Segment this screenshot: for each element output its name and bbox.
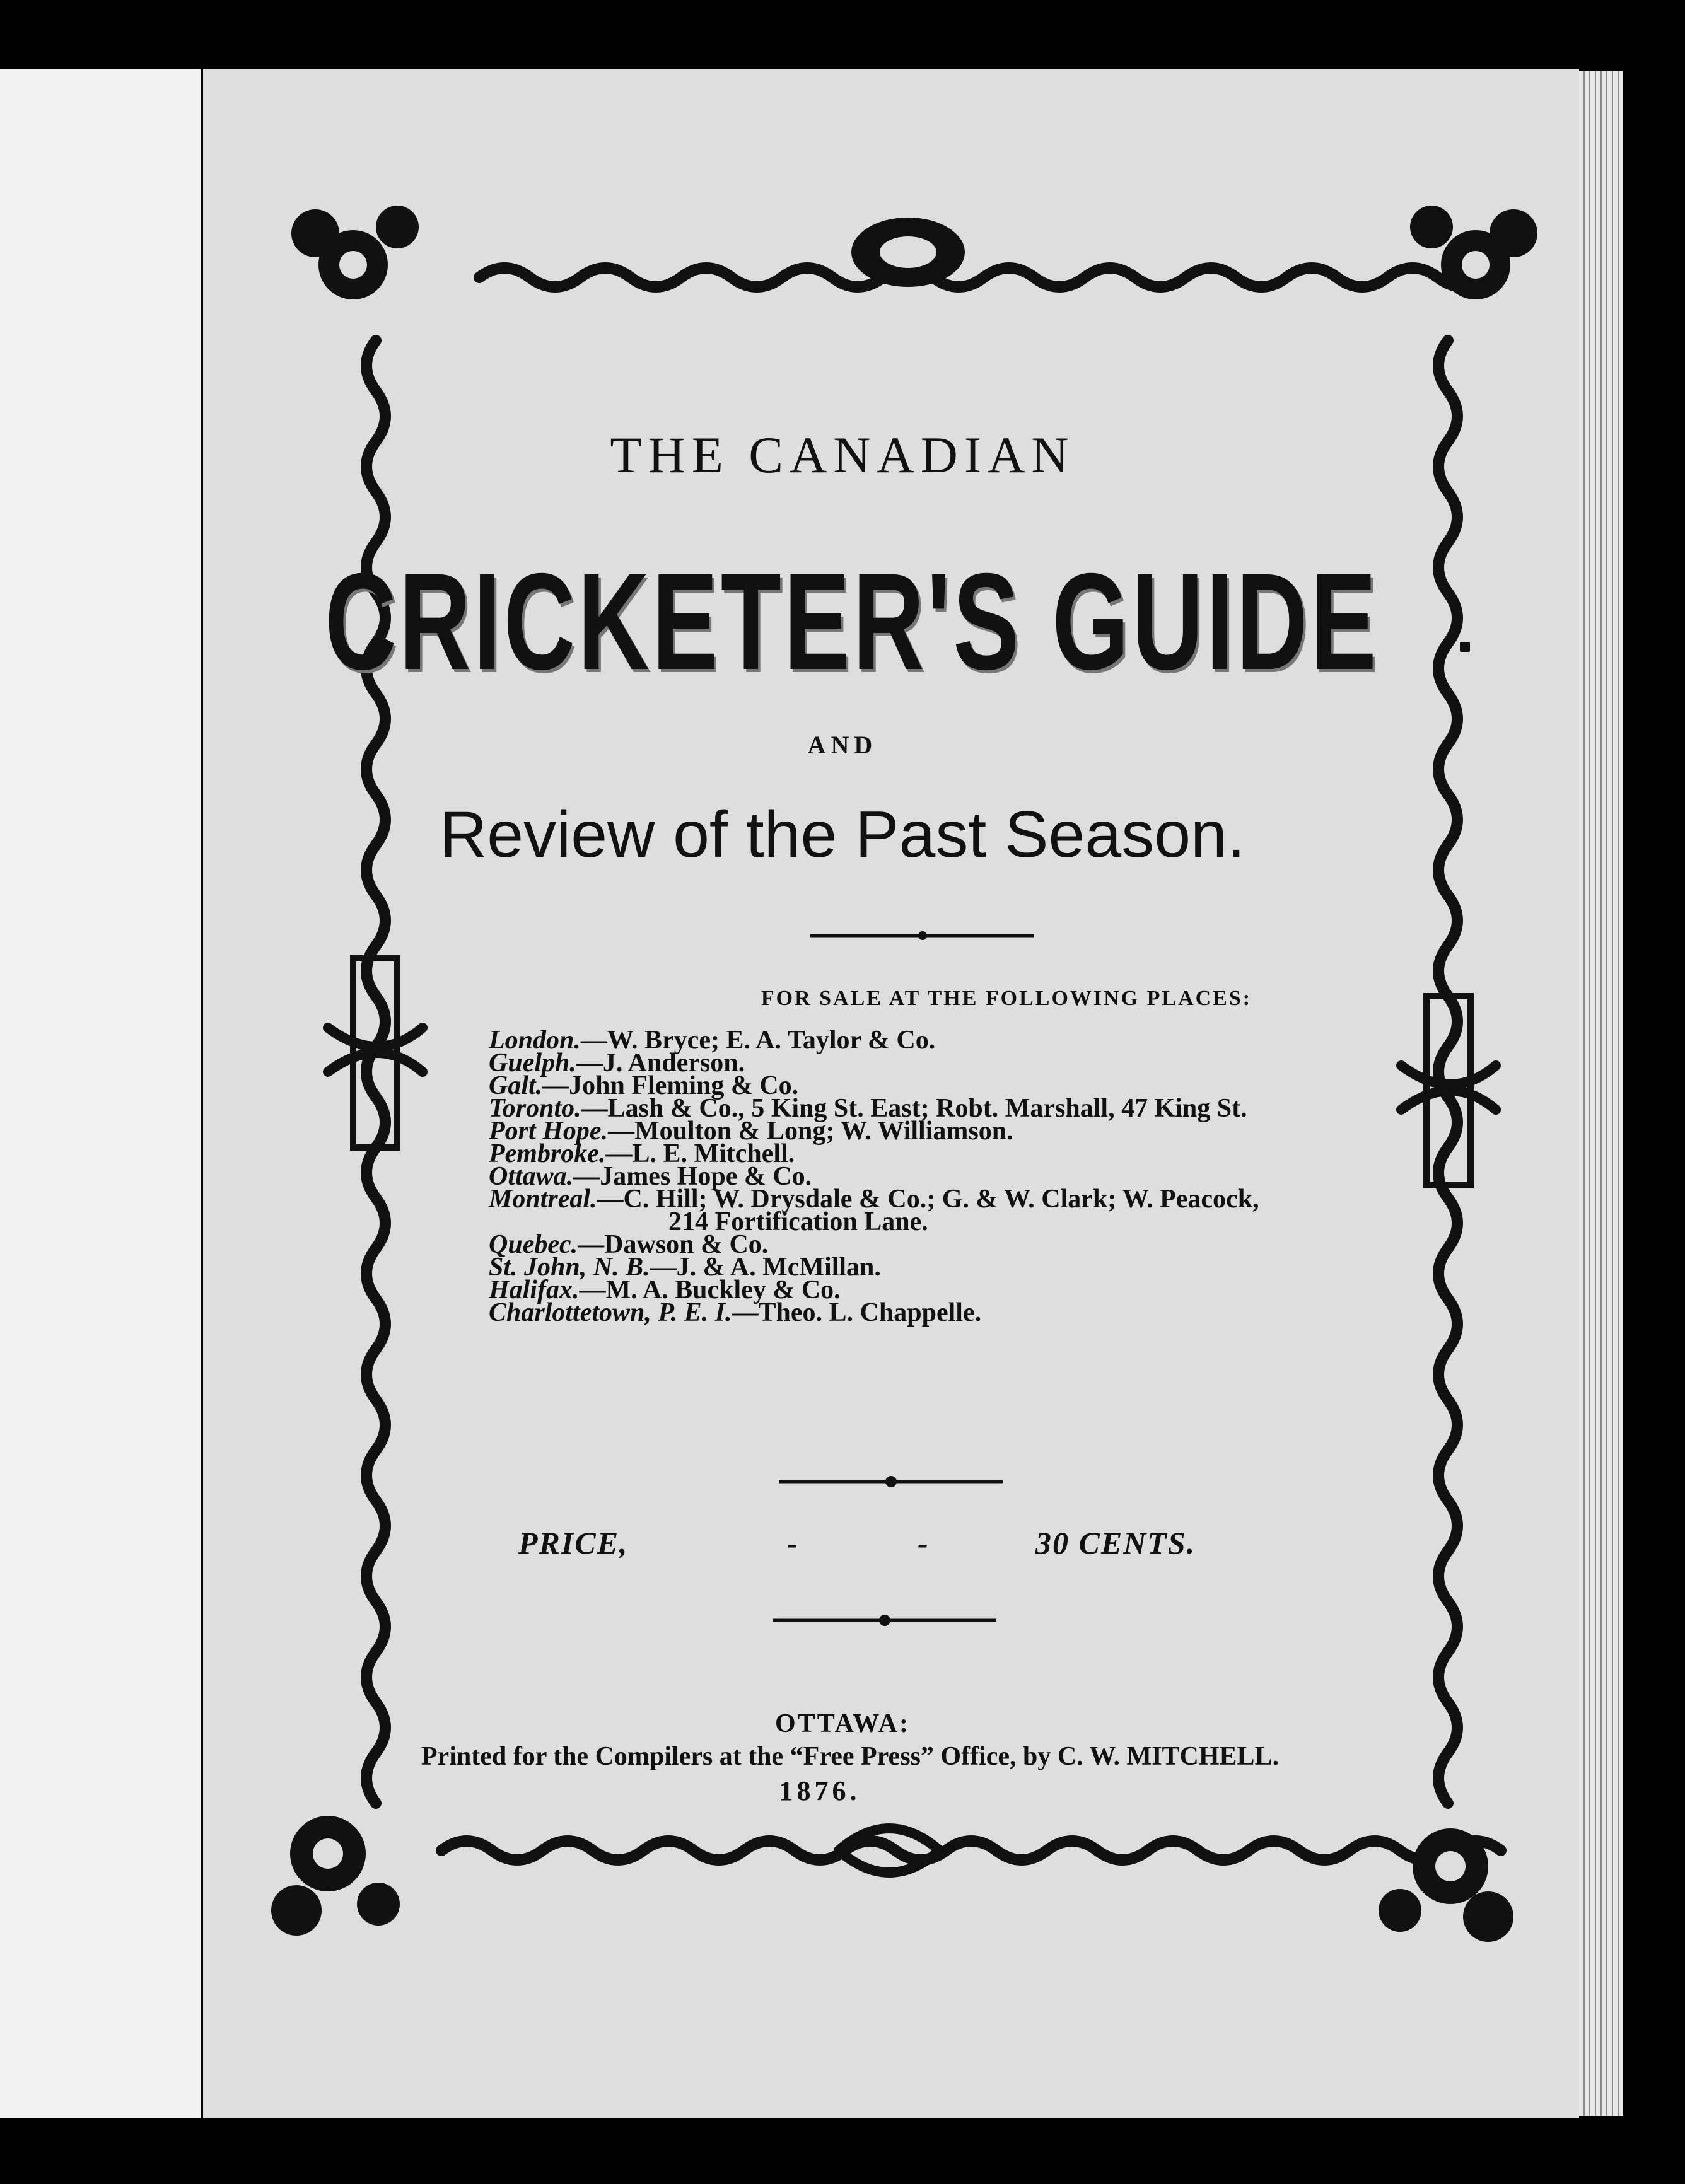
place-city: St. John, N. B. bbox=[489, 1253, 650, 1282]
place-vendors: —Dawson & Co. bbox=[578, 1230, 769, 1259]
place-city: Guelph. bbox=[489, 1048, 576, 1077]
title-full-stop bbox=[1460, 642, 1470, 652]
place-row-charlottetown bbox=[489, 1298, 1435, 1327]
price-value: 30 CENTS. bbox=[1035, 1525, 1196, 1560]
price-dash: - bbox=[787, 1525, 799, 1560]
place-vendors: —J. & A. McMillan. bbox=[650, 1253, 881, 1282]
place-row-montreal bbox=[489, 1185, 1435, 1214]
headline: THE CANADIAN bbox=[610, 426, 1075, 484]
place-vendors: —W. Bryce; E. A. Taylor & Co. bbox=[580, 1026, 936, 1055]
place-city: Toronto. bbox=[489, 1094, 581, 1123]
place-city: Ottawa. bbox=[489, 1162, 574, 1191]
place-vendors: —Lash & Co., 5 King St. East; Robt. Marshall, 47 King St. bbox=[581, 1094, 1247, 1123]
imprint-year: 1876. bbox=[779, 1775, 861, 1806]
place-city: Port Hope. bbox=[489, 1117, 608, 1146]
place-vendors: —James Hope & Co. bbox=[573, 1162, 812, 1191]
place-city: Charlottetown, P. E. I. bbox=[489, 1298, 732, 1327]
place-vendors: —M. A. Buckley & Co. bbox=[579, 1275, 841, 1304]
place-vendors: 214 Fortification Lane. bbox=[668, 1207, 928, 1236]
place-city: Montreal. bbox=[489, 1185, 597, 1214]
main-title: CRICKETER'S GUIDE bbox=[325, 545, 1380, 699]
place-city: London. bbox=[489, 1026, 581, 1055]
price-label: PRICE, bbox=[518, 1525, 629, 1560]
place-vendors: —John Fleming & Co. bbox=[542, 1071, 799, 1100]
place-vendors: —Theo. L. Chappelle. bbox=[732, 1298, 982, 1327]
subtitle: Review of the Past Season. bbox=[440, 798, 1245, 871]
place-vendors: —J. Anderson. bbox=[576, 1048, 745, 1077]
place-city: Galt. bbox=[489, 1071, 543, 1100]
imprint-printer: Printed for the Compilers at the “Free Press” Office, by C. W. MITCHELL. bbox=[421, 1742, 1280, 1771]
place-vendors: —Moulton & Long; W. Williamson. bbox=[607, 1117, 1013, 1146]
sale-places-list bbox=[489, 1026, 1435, 1327]
place-city: Halifax. bbox=[489, 1275, 580, 1304]
place-city: Quebec. bbox=[489, 1230, 578, 1259]
place-vendors: —C. Hill; W. Drysdale & Co.; G. & W. Clark; W. Peacock, bbox=[597, 1185, 1259, 1214]
place-vendors: —L. E. Mitchell. bbox=[605, 1139, 795, 1168]
and-line: AND bbox=[807, 731, 878, 759]
price-dash: - bbox=[918, 1525, 930, 1560]
place-city: Pembroke. bbox=[489, 1139, 606, 1168]
sale-heading: FOR SALE AT THE FOLLOWING PLACES: bbox=[761, 987, 1252, 1010]
imprint-city: OTTAWA: bbox=[775, 1709, 910, 1738]
